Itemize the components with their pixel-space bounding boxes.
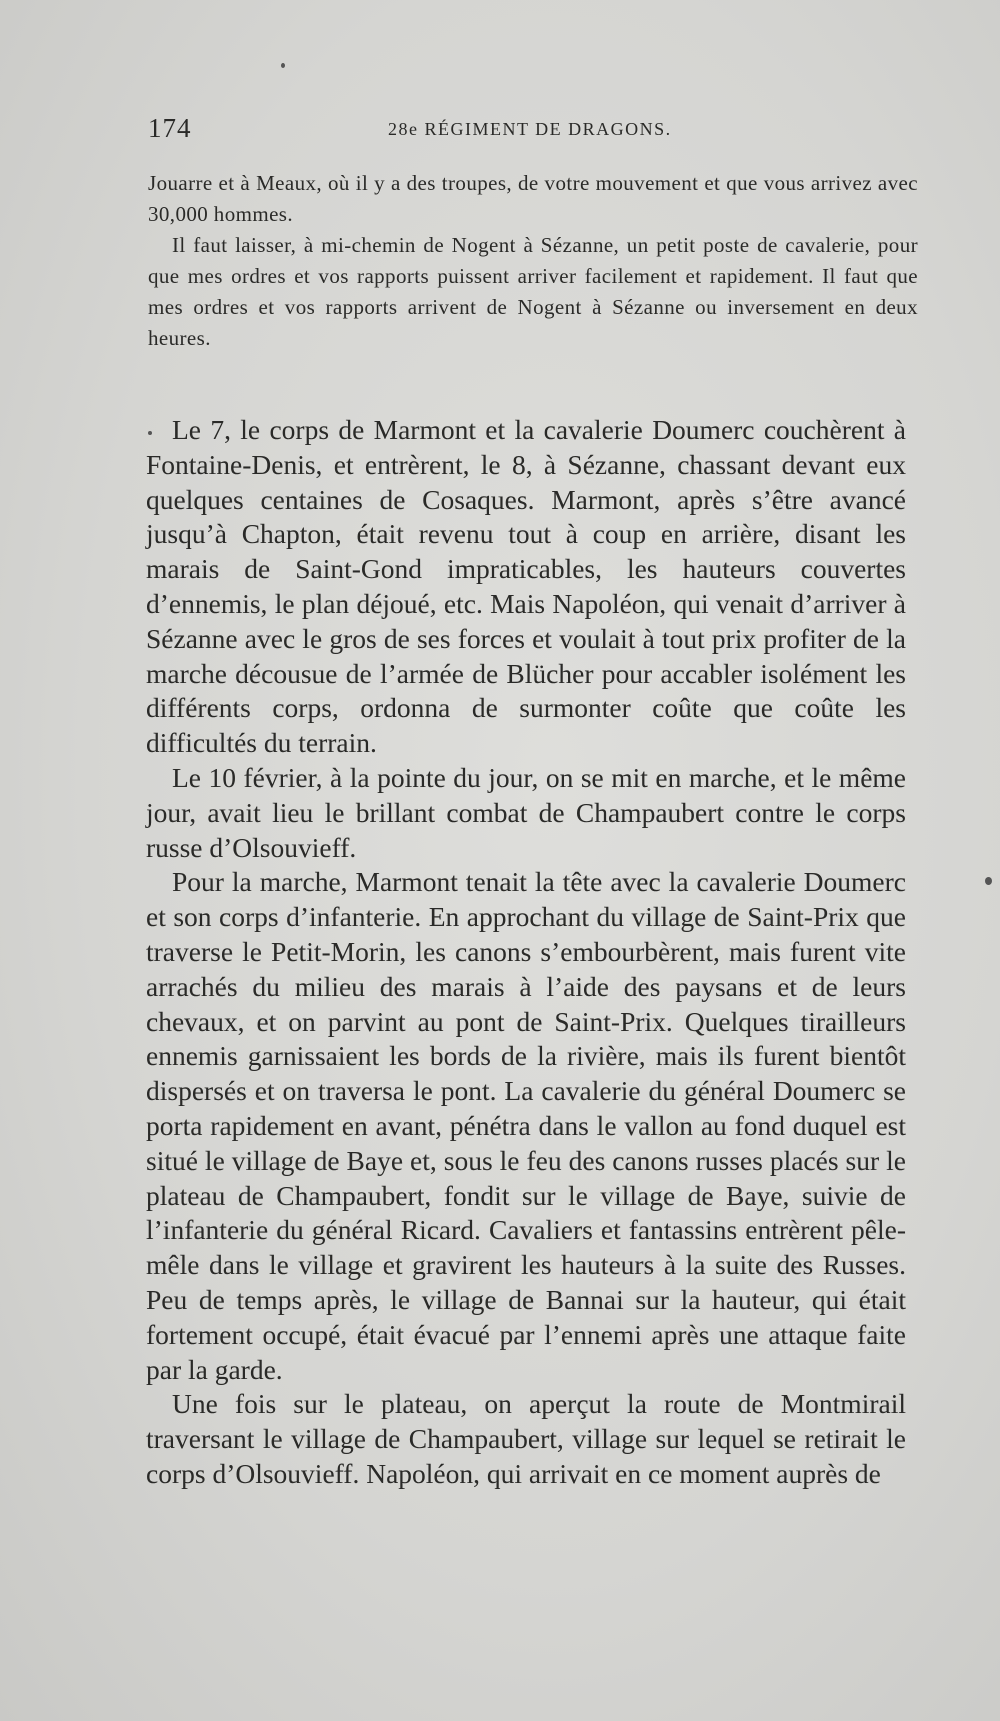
letter-paragraph: Il faut laisser, à mi-chemin de Nogent à Sézanne, un petit poste de cavalerie, pour que mes ordres et vos rapports puissent arriver facilement et rapidement. Il faut que mes ordres et vos rapports arrivent de Nogent à Sézanne ou inversement en deux heures. xyxy=(148,233,918,350)
body-paragraph: Le 7, le corps de Marmont et la cavalerie Doumerc couchèrent à Fontaine-Denis, et entrèrent, le 8, à Sézanne, chassant devant eux quelques centaines de Cosaques. Marmont, après s’être avancé jusqu’à Chapton, était revenu tout à coup en arrière, disant les marais de Saint-Gond impraticables, les hauteurs couvertes d’ennemis, le plan déjoué, etc. Mais Napoléon, qui venait d’arriver à Sézanne avec le gros de ses forces et voulait à tout prix profiter de la marche décousue de l’armée de Blücher pour accabler isolément les différents corps, ordonna de surmonter coûte que coûte les difficultés du terrain. xyxy=(146,414,906,759)
letter-paragraph: Jouarre et à Meaux, où il y a des troupes, de votre mouvement et que vous arrivez avec 30,000 hommes. xyxy=(148,171,918,226)
page-number: 174 xyxy=(148,113,192,143)
ink-speck xyxy=(985,877,992,885)
running-head xyxy=(148,113,918,143)
body-paragraph: Pour la marche, Marmont tenait la tête avec la cavalerie Doumerc et son corps d’infanterie. En approchant du village de Saint-Prix que traverse le Petit-Morin, les canons s’embourbèrent, mais furent vite arrachés du milieu des marais à l’aide des paysans et de leurs chevaux, et on parvint au pont de Saint-Prix. Quelques tirailleurs ennemis garnissaient les bords de la rivière, mais ils furent bientôt dispersés et on traversa le pont. La cavalerie du général Doumerc se porta rapidement en avant, pénétra dans le vallon au fond duquel est situé le village de Baye et, sous le feu des canons russes placés sur le plateau de Champaubert, fondit sur le village de Baye, suivie de l’infanterie du général Ricard. Cavaliers et fantassins entrèrent pêle-mêle dans le village et gravirent les hauteurs à la suite des Russes. Peu de temps après, le village de Bannai sur la hauteur, qui était fortement occupé, était évacué par l’ennemi après une attaque faite par la garde. xyxy=(146,866,906,1385)
running-title: 28e RÉGIMENT DE DRAGONS. xyxy=(388,119,672,139)
quoted-letter xyxy=(148,168,918,354)
body-paragraph: Une fois sur le plateau, on aperçut la route de Montmirail traversant le village de Champaubert, village sur lequel se retirait le corps d’Olsouvieff. Napoléon, qui arrivait en ce moment auprès de xyxy=(146,1388,906,1489)
body-paragraph: Le 10 février, à la pointe du jour, on se mit en marche, et le même jour, avait lieu le brillant combat de Champaubert contre le corps russe d’Olsouvieff. xyxy=(146,761,906,863)
body-text xyxy=(146,413,906,1492)
ink-speck xyxy=(281,63,285,68)
